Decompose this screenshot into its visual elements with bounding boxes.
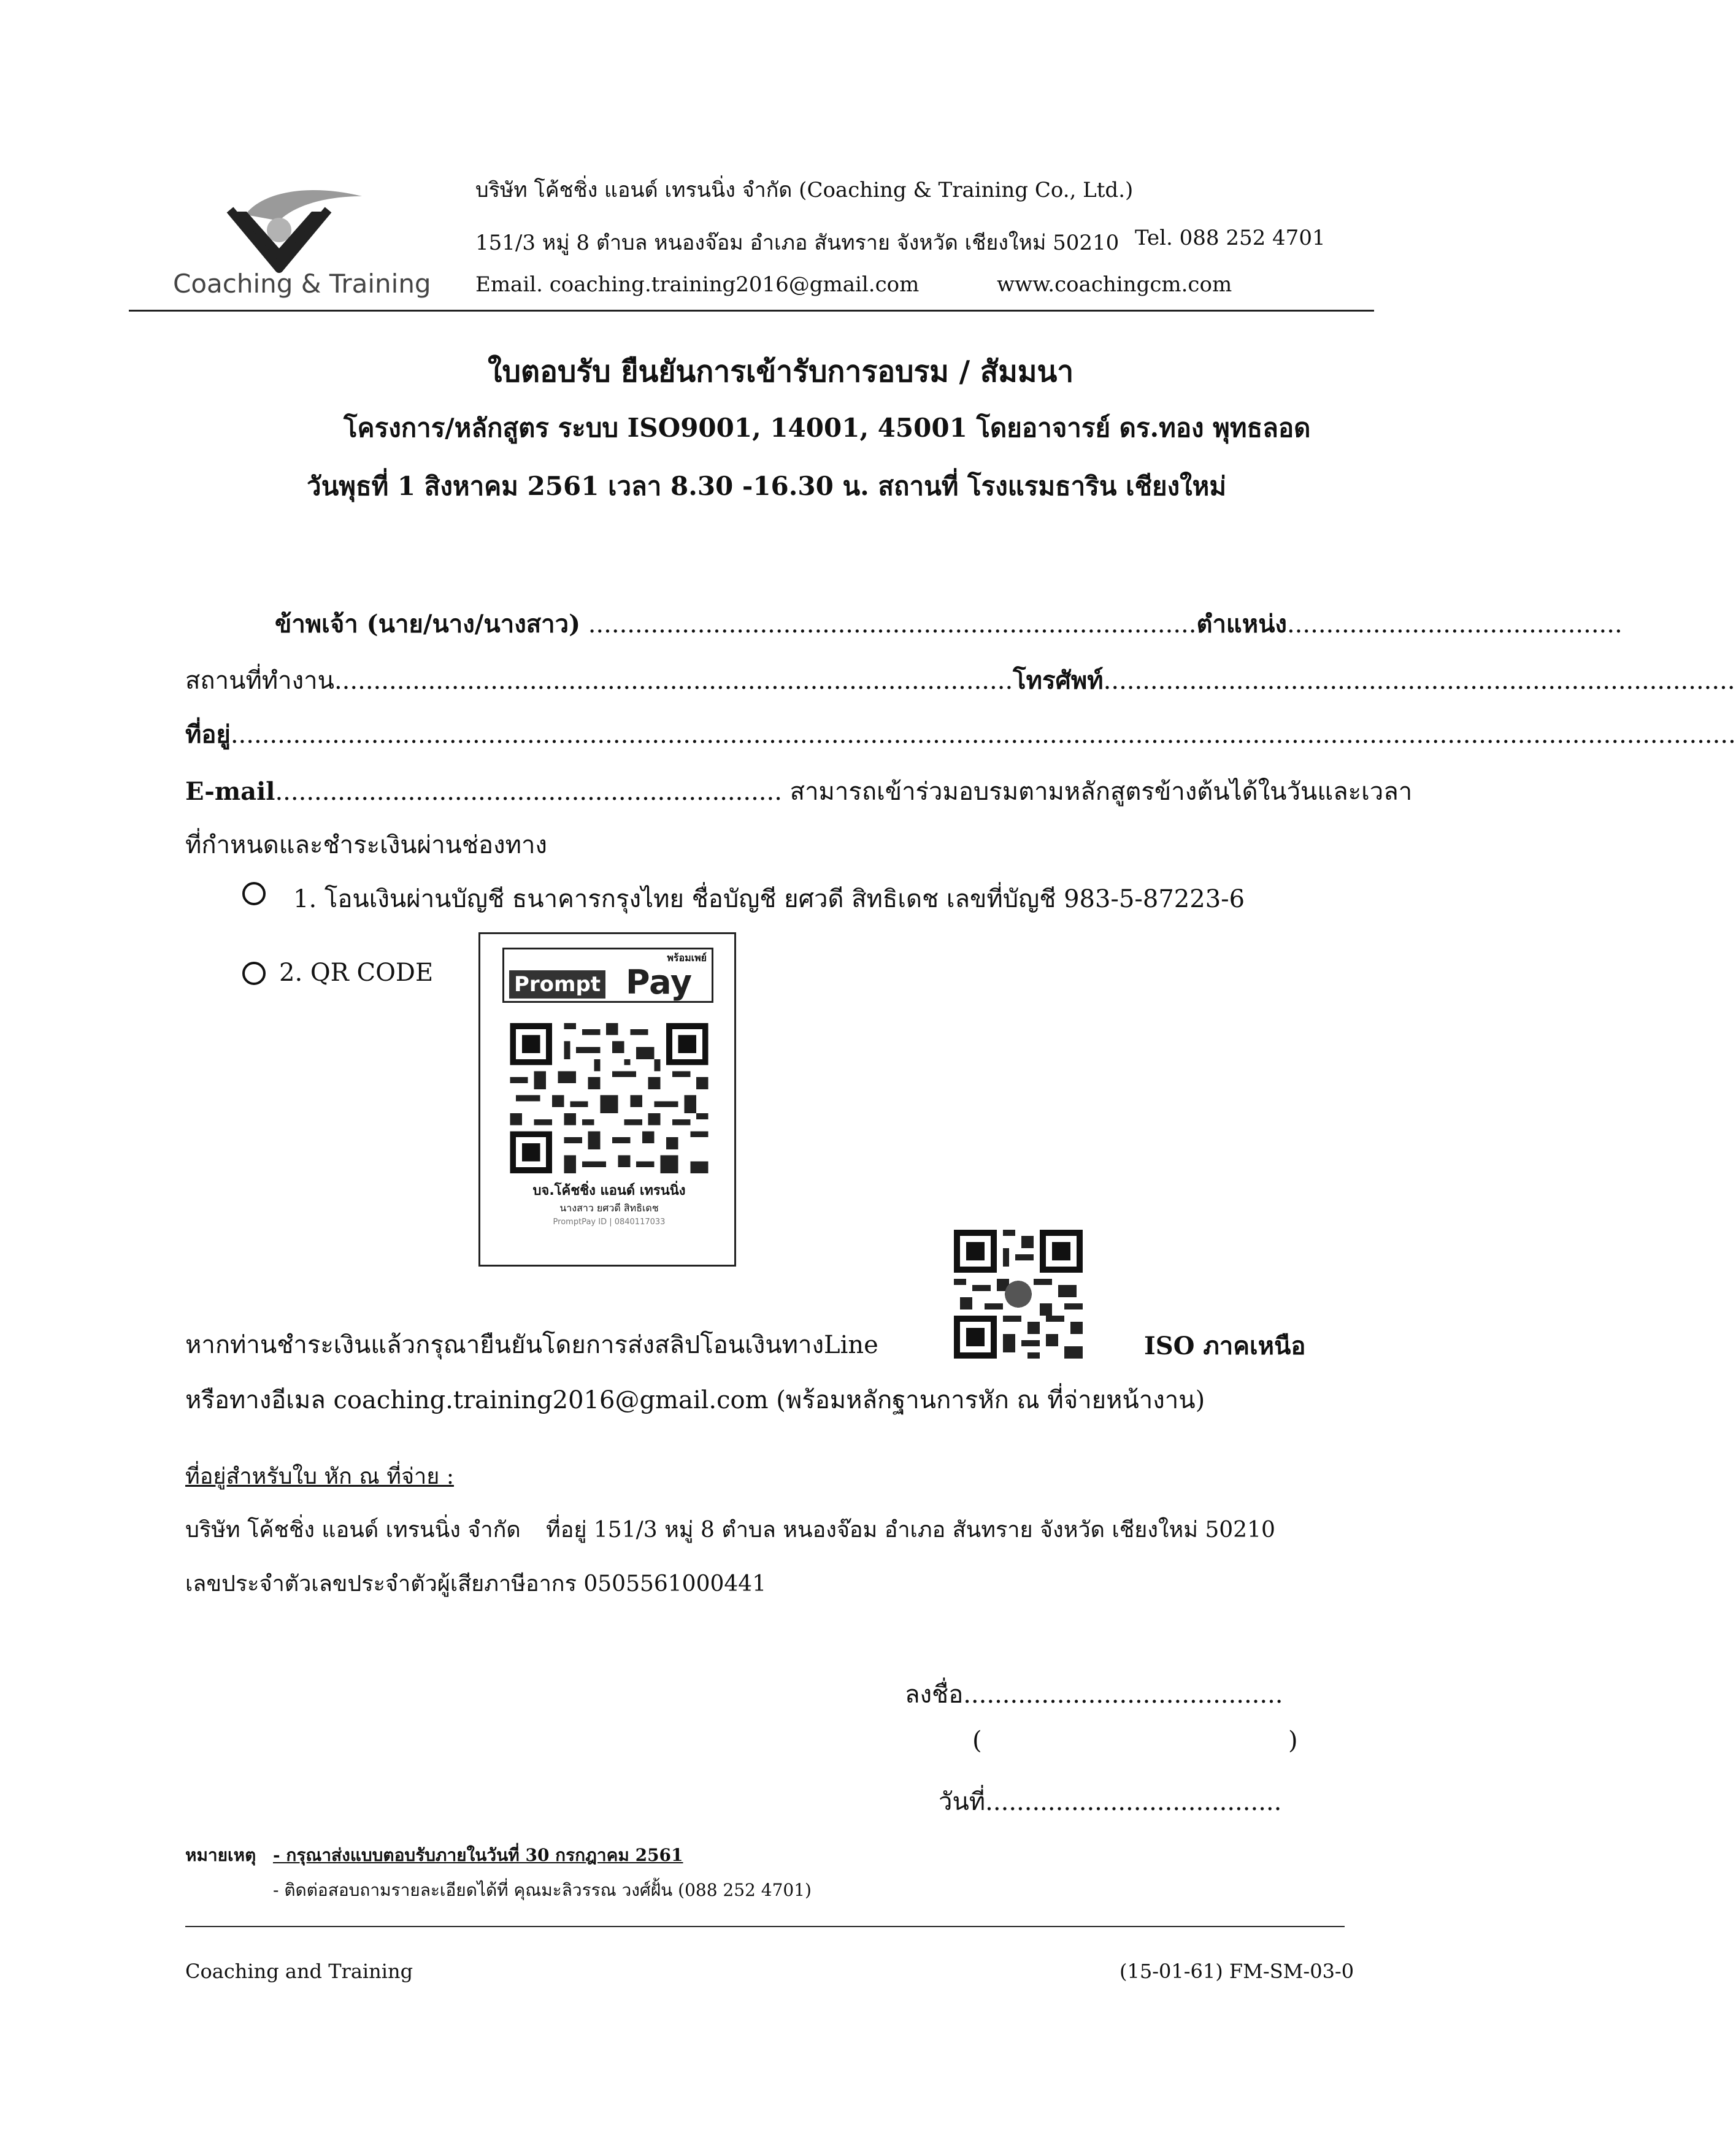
header-rule	[129, 310, 1374, 312]
confirm-line-1: หากท่านชำระเงินแล้วกรุณายืนยันโดยการส่งสลิปโอนเงินทางLine	[185, 1331, 878, 1359]
email-label: E-mail	[185, 777, 275, 806]
note-2: - ติดต่อสอบถามรายละเอียดได้ที่ คุณมะลิวรรณ วงศ์ฝั้น (088 252 4701)	[273, 1880, 812, 1900]
company-tel: Tel. 088 252 4701	[1135, 226, 1326, 250]
signature-date[interactable]: วันที่......................................	[939, 1788, 1282, 1816]
signature-paren-close: )	[1288, 1727, 1298, 1755]
email-continue: สามารถเข้าร่วมอบรมตามหลักสูตรข้างต้นได้ในวันและเวลา	[789, 778, 1413, 806]
promptpay-badge	[502, 948, 713, 1003]
signature-line[interactable]: ลงชื่อ.........................................	[905, 1681, 1283, 1709]
course-title: โครงการ/หลักสูตร ระบบ ISO9001, 14001, 45001 โดยอาจารย์ ดร.ทอง พุทธลอด	[344, 413, 1311, 443]
notes-label: หมายเหตุ	[185, 1845, 256, 1865]
footer-rule	[185, 1926, 1345, 1927]
iso-north-label: ISO ภาคเหนือ	[1144, 1332, 1306, 1360]
tax-address: ที่อยู่ 151/3 หมู่ 8 ตำบล หนองจ๊อม อำเภอ สันทราย จังหวัด เชียงใหม่ 50210	[546, 1517, 1275, 1543]
phone-label: โทรศัพท์	[1013, 666, 1104, 695]
footer-right: (15-01-61) FM-SM-03-0	[1120, 1960, 1354, 1983]
promptpay-prompt-text: Prompt	[509, 970, 605, 999]
workplace-row[interactable]	[185, 661, 1735, 700]
position-dots: ...........................................	[1286, 610, 1623, 638]
company-email: Email. coaching.training2016@gmail.com	[475, 272, 920, 297]
confirm-line-2: หรือทางอีเมล coaching.training2016@gmail.com (พร้อมหลักฐานการหัก ณ ที่จ่ายหน้างาน)	[185, 1386, 1205, 1414]
course-date-venue: วันพุธที่ 1 สิงหาคม 2561 เวลา 8.30 -16.30 น. สถานที่ โรงแรมธาริน เชียงใหม่	[307, 471, 1226, 501]
company-website: www.coachingcm.com	[997, 272, 1232, 297]
payment-option-2-label: 2. QR CODE	[279, 959, 434, 987]
name-label: ข้าพเจ้า (นาย/นาง/นางสาว)	[275, 610, 580, 638]
promptpay-id: PromptPay ID | 0840117033	[553, 1217, 666, 1227]
promptpay-card	[478, 932, 736, 1267]
workplace-dots: .......................................................................................	[334, 667, 1013, 695]
position-label: ตำแหน่ง	[1196, 610, 1287, 638]
tax-company: บริษัท โค้ชชิ่ง แอนด์ เทรนนิ่ง จำกัด	[185, 1517, 521, 1543]
signature-paren-open: (	[972, 1727, 982, 1755]
address-label: ที่อยู่	[185, 720, 231, 749]
promptpay-company: บจ.โค้ชชิ่ง แอนด์ เทรนนิ่ง	[532, 1183, 686, 1198]
promptpay-qr-code	[508, 1023, 710, 1173]
form-title: ใบตอบรับ ยืนยันการเข้ารับการอบรม / สัมมนา	[488, 355, 1074, 389]
email-dots: .................................................................	[275, 778, 782, 806]
promptpay-person: นางสาว ยศวดี สิทธิเดช	[559, 1202, 659, 1214]
payment-option-1-radio[interactable]	[242, 882, 266, 905]
address-row[interactable]	[185, 715, 1736, 754]
promptpay-pay-text: Pay	[626, 963, 693, 1002]
payment-option-1-label: 1. โอนเงินผ่านบัญชี ธนาคารกรุงไทย ชื่อบัญชี ยศวดี สิทธิเดช เลขที่บัญชี 983-5-87223-6	[293, 885, 1245, 913]
logo-text: Coaching & Training	[173, 269, 431, 299]
footer-left: Coaching and Training	[185, 1960, 413, 1983]
workplace-label: สถานที่ทำงาน	[185, 667, 334, 695]
name-row[interactable]	[275, 604, 1623, 643]
tax-id: เลขประจำตัวเลขประจำตัวผู้เสียภาษีอากร 0505561000441	[185, 1571, 767, 1597]
phone-dots: .................................................................................	[1103, 667, 1735, 695]
payment-option-2-radio[interactable]	[242, 962, 266, 985]
email-row[interactable]	[185, 772, 1412, 811]
company-name: บริษัท โค้ชชิ่ง แอนด์ เทรนนิ่ง จำกัด (Coaching & Training Co., Ltd.)	[475, 178, 1134, 202]
note-1: - กรุณาส่งแบบตอบรับภายในวันที่ 30 กรกฎาคม 2561	[273, 1845, 683, 1865]
tax-address-heading: ที่อยู่สำหรับใบ หัก ณ ที่จ่าย :	[185, 1464, 454, 1489]
promptpay-thai-label: พร้อมเพย์	[667, 952, 707, 964]
company-address: 151/3 หมู่ 8 ตำบล หนองจ๊อม อำเภอ สันทราย จังหวัด เชียงใหม่ 50210	[475, 231, 1120, 255]
line-qr-code[interactable]	[954, 1230, 1083, 1359]
address-dots: .................................................................................................................................................................................................	[230, 721, 1736, 749]
payment-intro: ที่กำหนดและชำระเงินผ่านช่องทาง	[185, 831, 547, 859]
name-dots: ..............................................................................	[588, 610, 1197, 638]
